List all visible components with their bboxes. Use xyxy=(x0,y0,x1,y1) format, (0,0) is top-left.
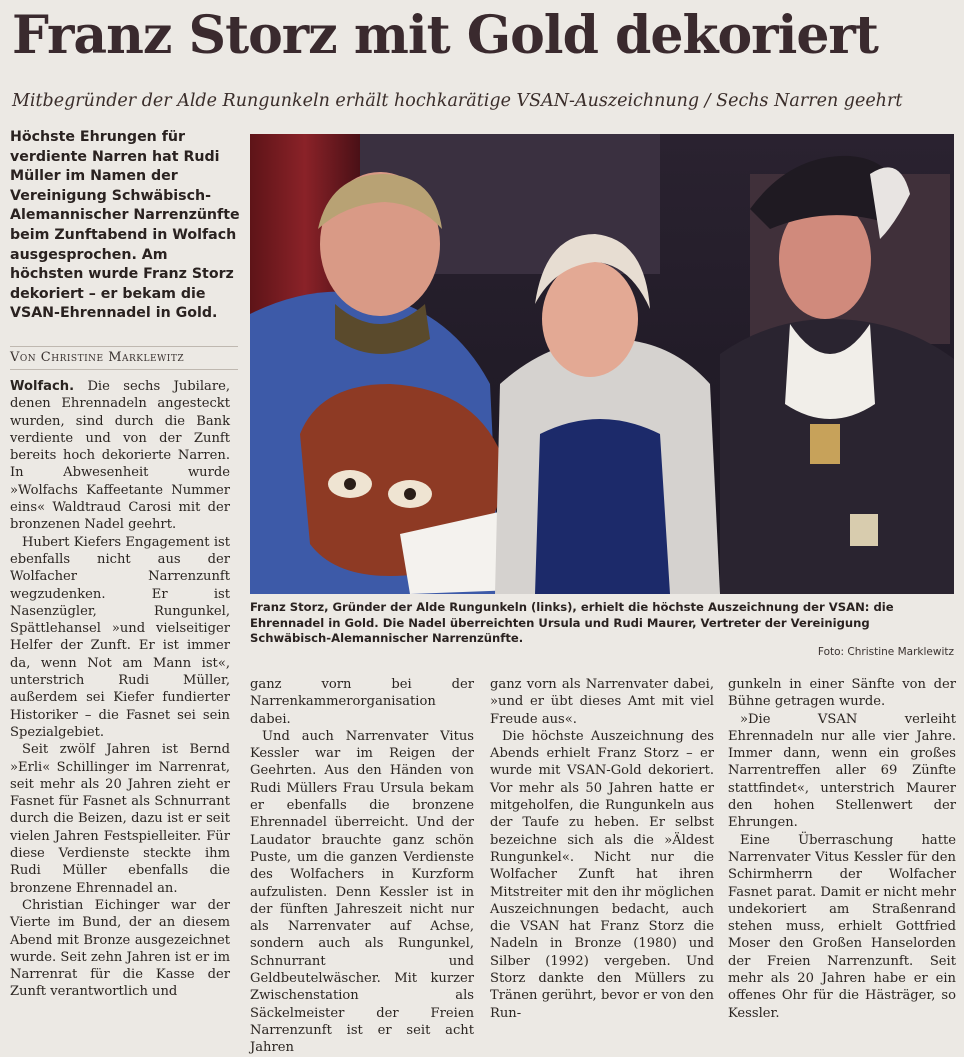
photo-credit: Foto: Christine Marklewitz xyxy=(817,646,954,658)
article-column-4 xyxy=(728,676,956,1022)
paragraph: Die höchste Auszeichnung des Abends erhielt Franz Storz – er wurde mit VSAN-Gold dekoriert. Vor mehr als 50 Jahren hatte er mitgeholfen, die Rungunkeln aus der Taufe zu heben. Er selbst bezeichne sich als die »Äldest Rungunkel«. Nicht nur die Wolfacher Zunft hat ihren Mitstreiter mit den ihr möglichen Auszeichnungen bedacht, auch die VSAN hat Franz Storz die Nadeln in Bronze (1980) und Silber (1992) vergeben. Und Storz dankte den Müllers zu Tränen gerührt, bevor er von den Run- xyxy=(490,728,714,1021)
paragraph: Christian Eichinger war der Vierte im Bund, der an diesem Abend mit Bronze ausgezeichnet wurde. Seit zehn Jahren ist er im Narrenrat für die Kasse der Zunft verantwortlich und xyxy=(10,897,230,1000)
paragraph: ganz vorn als Narrenvater dabei, »und er übt dieses Amt mit viel Freude aus«. xyxy=(490,677,714,727)
lead-paragraph: Höchste Ehrungen für verdiente Narren hat Rudi Müller im Namen der Vereinigung Schwäbisch-Alemannischer Narrenzünfte beim Zunftabend in Wolfach ausgesprochen. Am höchsten wurde Franz Storz dekoriert – er bekam die VSAN-Ehrennadel in Gold. xyxy=(10,129,240,322)
paragraph: »Die VSAN verleiht Ehrennadeln nur alle vier Jahre. Immer dann, wenn ein großes Narrentreffen aller 69 Zünfte stattfindet«, unterstrich Maurer den hohen Stellenwert der Ehrungen. xyxy=(728,711,956,831)
article-column-2 xyxy=(250,676,474,1057)
paragraph: Und auch Narrenvater Vitus Kessler war im Reigen der Geehrten. Aus den Händen von Rudi Müllers Frau Ursula bekam er ebenfalls die bronzene Ehrennadel überreicht. Und der Laudator brauchte ganz schön Puste, um die ganzen Verdienste des Wolfachers in Kurzform aufzulisten. Denn Kessler ist in der fünften Jahreszeit nicht nur als Narrenvater auf Achse, sondern auch als Rungunkel, Schnurrant und Geldbeutelwäscher. Mit kurzer Zwischenstation als Säckelmeister der Freien Narrenzunft ist er seit acht Jahren xyxy=(250,728,474,1056)
article-column-1 xyxy=(10,378,230,1001)
paragraph: gunkeln in einer Sänfte von der Bühne getragen wurde. xyxy=(728,677,956,710)
paragraph: ganz vorn bei der Narrenkammerorganisation dabei. xyxy=(250,677,474,727)
photo-caption: Franz Storz, Gründer der Alde Rungunkeln (links), erhielt die höchste Auszeichnung der VSAN: die Ehrennadel in Gold. Die Nadel überreichten Ursula und Rudi Maurer, Vertreter der Vereinigung Schwäbisch-Alemannischer Narrenzünfte. xyxy=(250,600,894,646)
article-column-3 xyxy=(490,676,714,1022)
paragraph xyxy=(10,378,230,534)
paragraph: Hubert Kiefers Engagement ist ebenfalls nicht aus der Wolfacher Narrenzunft wegzudenken. Er ist Nasenzügler, Rungunkel, Spättlehansel »und vielseitiger Helfer der Zunft. Er ist immer da, wenn Not am Mann ist«, unterstrich Rudi Müller, außerdem sei Kiefer fundierter Historiker – die Fasnet sei sein Spezialgebiet. xyxy=(10,534,230,740)
news-photo xyxy=(250,134,954,594)
paragraph: Eine Überraschung hatte Narrenvater Vitus Kessler für den Schirmherrn der Wolfacher Fasnet parat. Damit er nicht mehr undekoriert am Straßenrand stehen muss, erhielt Gottfried Moser den Großen Hanselorden der Freien Narrenzunft. Seit mehr als 20 Jahren habe er ein offenes Ohr für die Hästräger, so Kessler. xyxy=(728,832,956,1021)
paragraph-text: Die sechs Jubilare, denen Ehrennadeln angesteckt wurden, sind durch die Bank verdiente und von der Zunft bereits hoch dekorierte Narren. In Abwesenheit wurde »Wolfachs Kaffeetante Nummer eins« Waldtraud Carosi mit der bronzenen Nadel geehrt. xyxy=(10,379,230,533)
paragraph: Seit zwölf Jahren ist Bernd »Erli« Schillinger im Narrenrat, seit mehr als 20 Jahren zieht er Fasnet für Fasnet als Schnurrant durch die Beizen, dazu ist er seit vielen Jahren Festspielleiter. Für diese Verdienste steckte ihm Rudi Müller ebenfalls die bronzene Ehrennadel an. xyxy=(10,742,230,896)
dateline: Wolfach. xyxy=(10,379,75,394)
byline: Von Christine Marklewitz xyxy=(10,346,238,370)
headline: Franz Storz mit Gold dekoriert xyxy=(12,5,878,66)
subheadline: Mitbegründer der Alde Rungunkeln erhält hochkarätige VSAN-Auszeichnung / Sechs Narren geehrt xyxy=(12,91,903,111)
